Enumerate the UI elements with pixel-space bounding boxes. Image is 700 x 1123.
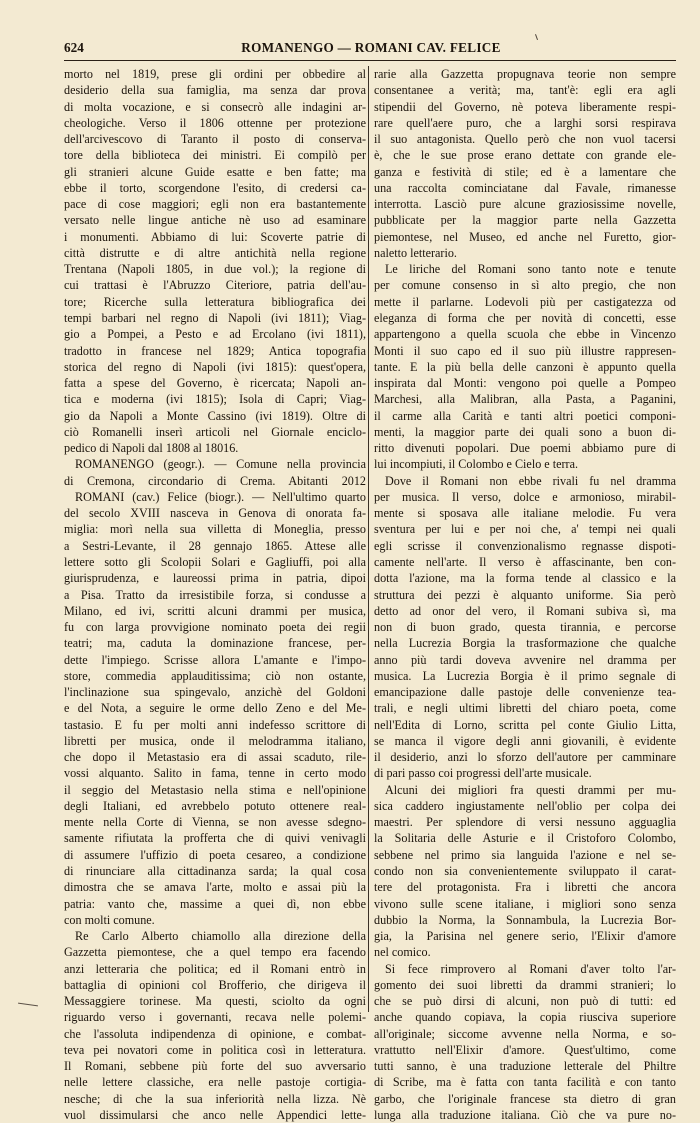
- text-line: una raccolta cominciatane dal Favale, rimanesse: [374, 180, 676, 195]
- text-line: riguardo verso i governanti, recava nelle polemi-: [64, 1010, 366, 1025]
- text-line: storica del regno di Napoli (ivi 1815): quest'opera,: [64, 359, 366, 374]
- text-line: dette l'impiego. Scrisse allora L'amante e l'impo-: [64, 652, 366, 667]
- text-line: teatri; ma, caduta la dominazione francese, per-: [64, 636, 366, 651]
- text-line: di rinunciare alla cittadinanza sarda; la qual cosa: [64, 864, 366, 879]
- text-line: cheologiche. Verso il 1806 ottenne per protezione: [64, 115, 366, 130]
- text-line: sica caddero ingiustamente nell'oblio per colpa dei: [374, 798, 676, 813]
- text-line: detto ad onor del vero, il Romani subiva sì, ma: [374, 603, 676, 618]
- text-line: store, commedia applauditissima; ciò non ostante,: [64, 668, 366, 683]
- text-line: pedico di Napoli dal 1808 al 18016.: [64, 441, 239, 456]
- text-line: morto nel 1819, prese gli ordini per obbedire al: [64, 67, 366, 81]
- text-line: appartengono a quella scuola che ebbe in Vincenzo: [374, 327, 676, 342]
- text-line: ebbe il torto, scorgendone l'esito, di credersi ca-: [64, 180, 366, 195]
- text-line: menti, la maggior parte dei quali sono a buon di-: [374, 424, 676, 439]
- text-line: di pari passo coi progressi dell'arte musicale.: [374, 766, 592, 781]
- text-line: di assumere l'uffizio di poeta cesareo, a condizione: [64, 847, 366, 862]
- text-line: condo non sia convenientemente sviluppato il carat-: [374, 864, 676, 879]
- text-line: a Sestri-Levante, il 28 gennajo 1865. Attese alle: [64, 538, 366, 553]
- text-line: struttura dei pezzi è alquanto uniforme. Sia però: [374, 587, 676, 602]
- text-line: tica e moderna (ivi 1815); Isola di Capri; Viag-: [64, 392, 366, 407]
- text-line: egli scrisse il convenzionalismo regnasse dispoti-: [374, 538, 676, 553]
- text-line: vivono sulle scene italiane, i migliori sono senza: [374, 896, 676, 911]
- text-line: vrattutto nell'Elixir d'amore. Quest'ultimo, come: [374, 1042, 676, 1057]
- text-line: Alcuni dei migliori fra questi drammi per mu-: [385, 782, 676, 797]
- text-line: desiderio della sua famiglia, ma senza dar prova: [64, 83, 366, 98]
- text-line: maestri. Per splendore di versi nessuno agguaglia: [374, 815, 676, 830]
- text-line: tutti sanno, è una traduzione letterale del Philtre: [374, 1059, 676, 1074]
- text-line: di molta vocazione, e si consecrò alle indagini ar-: [64, 99, 366, 114]
- text-line: non di buon grado, questa tirannia, e percorse: [374, 620, 676, 635]
- text-line: ROMANI (cav.) Felice (biogr.). — Nell'ultimo quarto: [75, 489, 366, 504]
- text-line: musica. La Lucrezia Borgia è il primo segnale di: [374, 668, 676, 683]
- text-line: del secolo XVIII nasceva in Genova di onorata fa-: [64, 506, 366, 521]
- text-line: per musica. Il verso, dolce e armonioso, mirabil-: [374, 489, 676, 504]
- text-line: Dove il Romani non ebbe rivali fu nel dramma: [385, 473, 676, 488]
- text-line: mette il parlarne. Lodevoli più per castigatezza od: [374, 294, 676, 309]
- text-line: Trentana (Napoli 1805, in due vol.); la regione di: [64, 262, 366, 277]
- text-line: lui incompiuti, il Colombo e Cielo e terra.: [374, 457, 578, 472]
- text-line: interrotta. Lasciò pure alcune graziosissime novelle,: [374, 197, 676, 212]
- text-line: lettere sotto gli Scolopii Solari e Gagliuffi, poi alla: [64, 554, 366, 569]
- text-line: fu con larga provvigione nominato poeta dei regii: [64, 620, 366, 635]
- running-header: [64, 40, 678, 60]
- text-line: dubbio la Norma, la Sonnambula, la Lucrezia Bor-: [374, 912, 676, 927]
- text-line: trali, e negli ultimi libretti del chiaro poeta, come: [374, 701, 676, 716]
- text-line: pace di cose maggiori; egli non era bastantemente: [64, 197, 366, 212]
- text-line: lunga alla traduzione italiana. Ciò che va pure no-: [374, 1108, 676, 1122]
- text-line: emancipazione dalle pastoje delle convenienze tea-: [374, 685, 676, 700]
- text-line: garbo, che l'originale francese sta dietro di gran: [374, 1091, 676, 1106]
- text-line: rare quell'aere puro, che a larghi sorsi respirava: [374, 115, 676, 130]
- text-line: per comune consenso in sì alto pregio, che non: [374, 278, 676, 293]
- text-line: ganza e festività di stile; ed è a lamentare che: [374, 164, 676, 179]
- text-line: consentanee a verità; ma, tant'è: egli era agli: [374, 83, 676, 98]
- text-line: Le liriche del Romani sono tanto note e tenute: [385, 262, 676, 277]
- text-line: di Scribe, ma è fatta con tanta facilità e con tanto: [374, 1075, 676, 1090]
- text-line: inspirata dal Monti: vengono poi quelle a Pompeo: [374, 376, 676, 391]
- text-line: cui trattasi è l'Abruzzo Citeriore, patria dell'au-: [64, 278, 366, 293]
- text-line: la Solitaria delle Asturie e il Cristoforo Colombo,: [374, 831, 676, 846]
- text-line: il desiderio, anzi lo sforzo dell'autore per camminare: [374, 750, 676, 765]
- text-line: gli stranieri alcune Guide esatte e ben fatte; ma: [64, 164, 366, 179]
- text-line: camente nell'arte. Il verso è affascinante, ben con-: [374, 554, 676, 569]
- text-line: i monumenti. Abbiamo di lui: Scoverte patrie di: [64, 229, 366, 244]
- text-line: l'inclinazione sua spingevalo, anzichè del Goldoni: [64, 685, 366, 700]
- text-line: nel comico.: [374, 945, 431, 960]
- text-line: dimostra che se amava l'arte, molto e assai più la: [64, 880, 366, 895]
- text-line: all'originale; siccome avvenne nella Norma, e so-: [374, 1026, 676, 1041]
- page-number: 624: [64, 40, 84, 55]
- text-line: gomento dei suoi libretti da drammi stranieri; lo: [374, 977, 676, 992]
- text-line: vuol dissimularsi che anco nelle Appendici lette-: [64, 1108, 366, 1122]
- text-line: vossi alquanto. Salito in fama, tenne in certo modo: [64, 766, 366, 781]
- text-line: Marchesi, alla Malibran, alla Pasta, a Paganini,: [374, 392, 676, 407]
- text-line: tore della biblioteca dei ministri. Ei compilò per: [64, 148, 366, 163]
- text-line: dotta l'azione, ma la forma tende al classico e la: [374, 571, 676, 586]
- text-line: nelle lettere classiche, era nelle pastoje cortigia-: [64, 1075, 366, 1090]
- column-divider: [368, 66, 369, 1012]
- text-line: che se può dirsi di alcuni, non può di tutti: ed: [374, 994, 676, 1009]
- text-line: patria: vanto che, massime a quei dì, non ebbe: [64, 896, 366, 911]
- text-line: miglia: morì nella sua villetta di Moneglia, presso: [64, 522, 366, 537]
- text-line: tore; Ricerche sulla letteratura bibliografica dei: [64, 294, 366, 309]
- text-line: il suo antagonista. Quello però che non vuol tacersi: [374, 132, 676, 147]
- text-line: samente rifiutata la profferta che di quivi venivagli: [64, 831, 366, 846]
- text-line: fatta a spese del Governo, è ricercata; Napoli an-: [64, 376, 366, 391]
- text-line: pubblicate per la maggior parte nella Gazzetta: [374, 213, 676, 228]
- text-line: gio a Pompei, a Pesto e ad Ercolano (ivi 1811),: [64, 327, 366, 342]
- text-line: il carme alla Carità e tanti altri poetici componi-: [374, 408, 676, 423]
- text-line: tante. E la più bella delle canzoni è appunto quella: [374, 359, 676, 374]
- text-line: anno più tardi doveva avvenire nel dramma per: [374, 652, 676, 667]
- text-line: nesche; di che la sua inferiorità nella lizza. Nè: [64, 1091, 366, 1106]
- text-line: Il Romani, sebbene più forte del suo avversario: [64, 1059, 366, 1074]
- text-line: gio da Napoli a Monte Cassino (ivi 1819). Oltre di: [64, 408, 366, 423]
- text-line: dell'arcivescovo di Taranto il posto di conserva-: [64, 132, 366, 147]
- text-line: di Cremona, circondario di Crema. Abitanti 2012: [64, 473, 366, 488]
- text-line: piemontese, nel Museo, ed anche nel Furetto, gior-: [374, 229, 676, 244]
- text-line: eleganza di forma che per novità di concetti, esse: [374, 310, 676, 325]
- text-line: Gazzetta piemontese, che a quel tempo era facendo: [64, 945, 366, 960]
- text-line: ritto divenuti popolari. Due poemi abbiamo pure di: [374, 441, 676, 456]
- text-line: teva pei novatori come in politica così in letteratura.: [64, 1042, 366, 1057]
- text-line: rarie alla Gazzetta propugnava teorie non sempre: [374, 67, 676, 81]
- text-line: tempi barbari nel regno di Napoli (ivi 1811); Viag-: [64, 310, 366, 325]
- text-line: mente si sposava alle italiane melodie. Fu vera: [374, 506, 676, 521]
- left-column: [64, 66, 366, 1122]
- text-line: ciò Romanelli inserì articoli nel Giornale enciclo-: [64, 424, 366, 439]
- text-line: nell'Edita di Lorno, scritta pel conte Giulio Litta,: [374, 717, 676, 732]
- text-line: tastasio. E fu per molti anni indefesso scrittore di: [64, 717, 366, 732]
- text-line: città distrutte e di altre antichità nella regione: [64, 245, 366, 260]
- text-line: tradotto in francese nel 1829; Antica topografia: [64, 343, 366, 358]
- text-line: con molti comune.: [64, 912, 155, 927]
- text-line: giurisprudenza, e laureossi prima in patria, dipoi: [64, 571, 366, 586]
- text-line: stipendii del Governo, nè poteva liberamente respi-: [374, 99, 676, 114]
- text-line: sebbene nel primo sia languida l'azione e nel se-: [374, 847, 676, 862]
- text-line: ROMANENGO (geogr.). — Comune nella provincia: [75, 457, 366, 472]
- text-line: Re Carlo Alberto chiamollo alla direzione della: [75, 929, 366, 944]
- text-line: libretti per musica, onde il melodramma italiano,: [64, 733, 366, 748]
- text-line: che l'assoluta indipendenza di opinione, e combat-: [64, 1026, 366, 1041]
- text-line: degli Italiani, ed avrebbelo potuto ottenere real-: [64, 798, 366, 813]
- text-line: Si fece rimprovero al Romani d'aver tolto l'ar-: [385, 961, 676, 976]
- text-line: anche quando copiava, la copia riusciva superiore: [374, 1010, 676, 1025]
- text-line: tere del protagonista. Fra i libretti che ancora: [374, 880, 676, 895]
- text-line: versato nelle lingue antiche nè uso ad esaminare: [64, 213, 366, 228]
- text-line: il seggio del Metastasio nella stima e nell'opinione: [64, 782, 366, 797]
- header-rule: [64, 60, 676, 61]
- text-line: mente nella Corte di Vienna, se non avesse sdegno-: [64, 815, 366, 830]
- text-line: Messaggiere torinese. Ma questi, sciolto da ogni: [64, 994, 366, 1009]
- header-title: ROMANENGO — ROMANI CAV. FELICE: [241, 40, 501, 55]
- text-line: Monti il suo capo ed il suo più illustre rappresen-: [374, 343, 676, 358]
- text-line: sventura per lui e per noi che, a' tempi nei quali: [374, 522, 676, 537]
- text-line: gia, la Parisina nel genere serio, l'Elixir d'amore: [374, 929, 676, 944]
- text-line: anzi letteraria che politica; ed il Romani entrò in: [64, 961, 366, 976]
- page-edge-mark: [18, 1003, 38, 1007]
- text-line: battaglia di opinioni col Brofferio, che dirigeva il: [64, 977, 366, 992]
- text-line: Milano, ed ivi, scritti alcuni drammi per musica,: [64, 603, 366, 618]
- text-line: è, che le sue prose erano dettate con grande ele-: [374, 148, 676, 163]
- text-line: e del Nota, a seguire le orme dello Zeno e del Me-: [64, 701, 366, 716]
- text-line: naletto letterario.: [374, 245, 457, 260]
- text-line: a Pisa. Tratto da irresistibile forza, si condusse a: [64, 587, 366, 602]
- text-line: se manca il vigore degli anni giovanili, è evidente: [374, 733, 676, 748]
- right-column: [374, 66, 676, 1122]
- text-line: nella Lucrezia Borgia la trasformazione che qualche: [374, 636, 676, 651]
- text-line: che dopo il Metastasio era di assai scaduto, rile-: [64, 750, 366, 765]
